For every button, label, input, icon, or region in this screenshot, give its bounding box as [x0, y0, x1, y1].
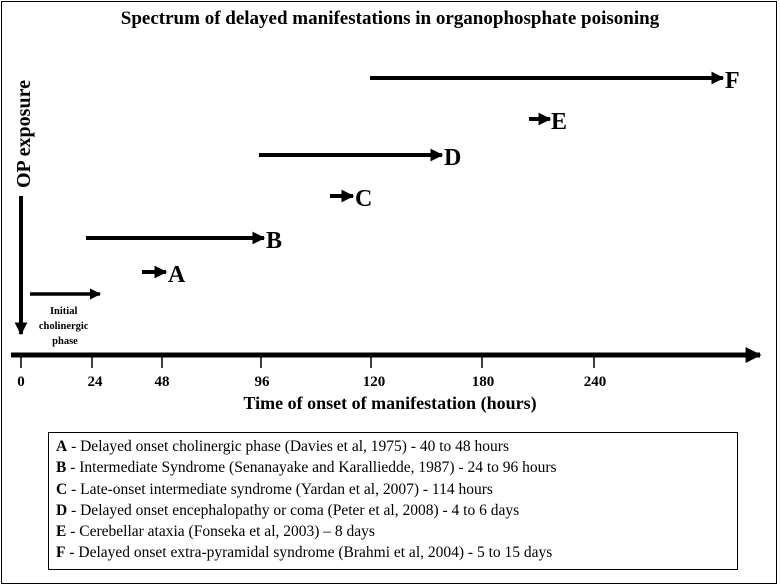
legend-item-d: [56, 500, 737, 521]
tick-label-240: 240: [583, 374, 607, 390]
tick-label-0: 0: [17, 374, 25, 390]
x-axis-label: Time of onset of manifestation (hours): [243, 393, 537, 413]
initial-phase-label: [39, 306, 91, 347]
legend-key: C: [56, 480, 68, 498]
manifestation-a-letter: A: [168, 262, 186, 288]
manifestation-e: [529, 109, 567, 135]
legend-item-a: [56, 436, 737, 457]
manifestation-b-letter: B: [266, 228, 283, 254]
legend-key: F: [56, 544, 66, 562]
legend-item-e: [56, 521, 737, 542]
legend-text: - Delayed onset cholinergic phase (Davies et al, 1975) - 40 to 48 hours: [67, 438, 509, 455]
tick-label-48: 48: [154, 374, 170, 390]
manifestation-e-letter: E: [551, 109, 568, 135]
legend-key: B: [56, 459, 67, 477]
legend-text: - Delayed onset extra-pyramidal syndrome (Brahmi et al, 2004) - 5 to 15 days: [65, 544, 553, 562]
legend-item-f: [56, 542, 737, 563]
figure-title: Spectrum of delayed manifestations in organophosphate poisoning: [120, 8, 660, 29]
exposure-label: OP exposure: [13, 80, 35, 188]
tick-label-24: 24: [87, 374, 103, 390]
manifestation-c: [330, 186, 372, 212]
legend-text: - Intermediate Syndrome (Senanayake and Karalliedde, 1987) - 24 to 96 hours: [66, 459, 557, 477]
manifestation-f: [370, 68, 740, 94]
legend-item-c: [56, 479, 737, 500]
manifestation-f-letter: F: [725, 68, 740, 94]
legend-key: D: [56, 501, 68, 519]
manifestation-c-letter: C: [355, 186, 373, 212]
initial-phase-line-3: phase: [52, 336, 78, 347]
manifestation-a: [142, 262, 186, 288]
legend-key: A: [56, 438, 68, 455]
legend-text: - Late-onset intermediate syndrome (Yardan et al, 2007) - 114 hours: [67, 480, 493, 498]
legend-key: E: [56, 523, 67, 541]
manifestation-b: [86, 228, 282, 254]
tick-label-180: 180: [471, 374, 495, 390]
legend-text: - Cerebellar ataxia (Fonseka et al, 2003) – 8 days: [66, 523, 375, 541]
legend-box: [48, 432, 738, 570]
initial-phase-line-1: Initial: [49, 306, 78, 317]
tick-label-120: 120: [362, 374, 386, 390]
manifestation-d-letter: D: [444, 145, 462, 171]
legend-text: - Delayed onset encephalopathy or coma (Peter et al, 2008) - 4 to 6 days: [67, 501, 520, 519]
tick-label-96: 96: [254, 374, 270, 390]
manifestation-d: [259, 145, 461, 171]
initial-phase-line-2: cholinergic: [38, 321, 89, 332]
legend-item-b: [56, 457, 737, 478]
axis-tick-labels: [17, 374, 606, 390]
